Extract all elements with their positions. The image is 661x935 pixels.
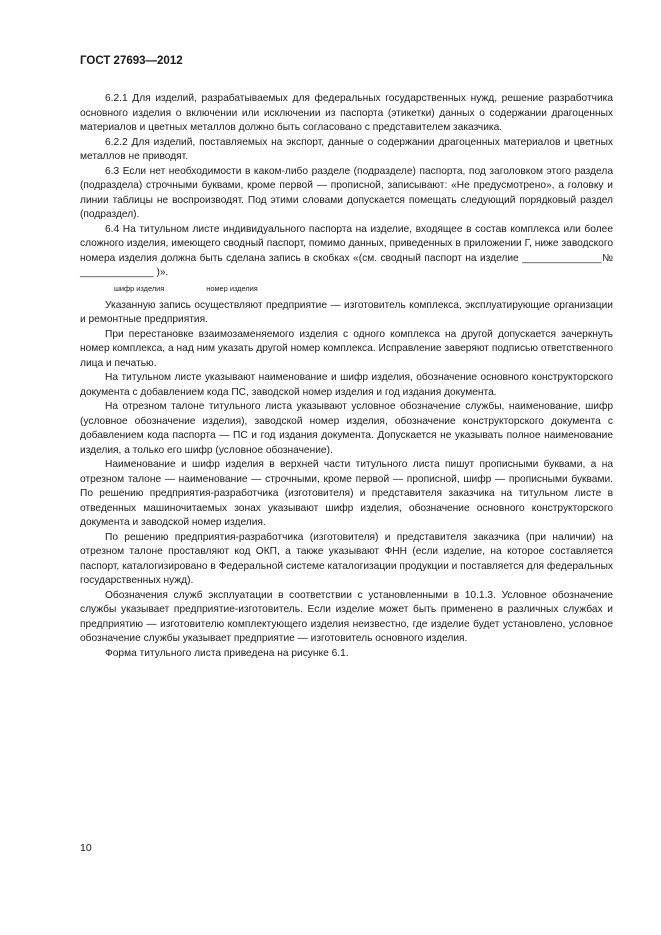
paragraph-6-2-1: 6.2.1 Для изделий, разрабатываемых для федеральных государственных нужд, решение разработчика основного изделия о включении или исключении из паспорта (этикетки) данных о содержании драгоценных материалов и цветных металлов должно быть согласовано с представителем заказчика. <box>80 93 613 133</box>
document-body <box>80 92 613 661</box>
label-product-number: номер изделия <box>206 283 258 293</box>
paragraph-figure-reference: Форма титульного листа приведена на рисунке 6.1. <box>105 647 349 659</box>
page-number: 10 <box>80 842 92 854</box>
paragraph-6-3: 6.3 Если нет необходимости в каком-либо разделе (подразделе) паспорта, под заголовком этого раздела (подраздела) строчными буквами, кроме первой — прописной, записывают: «Не предусмотрено», а головку и линии таблицы не воспроизводят. Под этими словами допускается помещать следующий порядковый раздел (подраздел). <box>80 165 613 220</box>
paragraph-6-4: 6.4 На титульном листе индивидуального паспорта на изделие, входящее в состав комплекса или более сложного изделия, имеющего сводный паспорт, помимо данных, приведенных в приложении Г, ниже заводского номера изделия должна быть сделана запись в скобках «(см. сводный паспорт на изделие ______________№ _____________ )». <box>80 223 613 278</box>
fill-in-labels <box>80 283 613 294</box>
label-product-code: шифр изделия <box>114 283 165 293</box>
paragraph-title-sheet: На титульном листе указывают наименование и шифр изделия, обозначение основного конструкторского документа с добавлением кода ПС, заводской номер изделия и год издания документа. <box>80 372 613 398</box>
paragraph-okp-code: По решению предприятия-разработчика (изготовителя) и представителя заказчика (при наличии) на отрезном талоне проставляют код ОКП, а также указывают ФНН (если изделие, на которое составляется паспорт, каталогизировано в Федеральной системе каталогизации продукции и поставляется для федеральных государственных нужд). <box>80 531 613 586</box>
paragraph-record-entry: Указанную запись осуществляют предприятие — изготовитель комплекса, эксплуатирующие организации и ремонтные предприятия. <box>80 299 613 325</box>
paragraph-6-2-2: 6.2.2 Для изделий, поставляемых на экспорт, данные о содержании драгоценных материалов и цветных металлов не приводят. <box>80 136 613 162</box>
paragraph-rearrangement: При перестановке взаимозаменяемого изделия с одного комплекса на другой допускается зачеркнуть номер комплекса, а над ним указать другой номер комплекса. Исправление заверяют подписью ответственного лица и печатью. <box>80 328 613 369</box>
document-header: ГОСТ 27693—2012 <box>80 55 183 67</box>
paragraph-service-designation: Обозначения служб эксплуатации в соответствии с установленными в 10.1.3. Условное обозначение службы указывает предприятие-изготовитель. Если изделие может быть применено в различных службах и предприятию — изготовителю комплектующего изделия неизвестно, где изделие будет установлено, условное обозначение службы указывает предприятие — изготовитель основного изделия. <box>80 589 613 644</box>
paragraph-tear-off-coupon: На отрезном талоне титульного листа указывают условное обозначение службы, наименование, шифр (условное обозначение изделия), заводской номер изделия, обозначение конструкторского документа с добавлением кода паспорта — ПС и год издания документа. Допускается не указывать полное наименование изделия, а только его шифр (условное обозначение). <box>80 401 613 456</box>
paragraph-name-and-code: Наименование и шифр изделия в верхней части титульного листа пишут прописными буквами, а на отрезном талоне — наименование — строчными, кроме первой — прописной, шифр — прописными буквами. По решению предприятия-разработчика (изготовителя) и представителя заказчика на титульном листе в отведенных машиночитаемых зонах указывают шифр изделия, обозначение основного конструкторского документа и заводской номер изделия. <box>80 459 613 528</box>
